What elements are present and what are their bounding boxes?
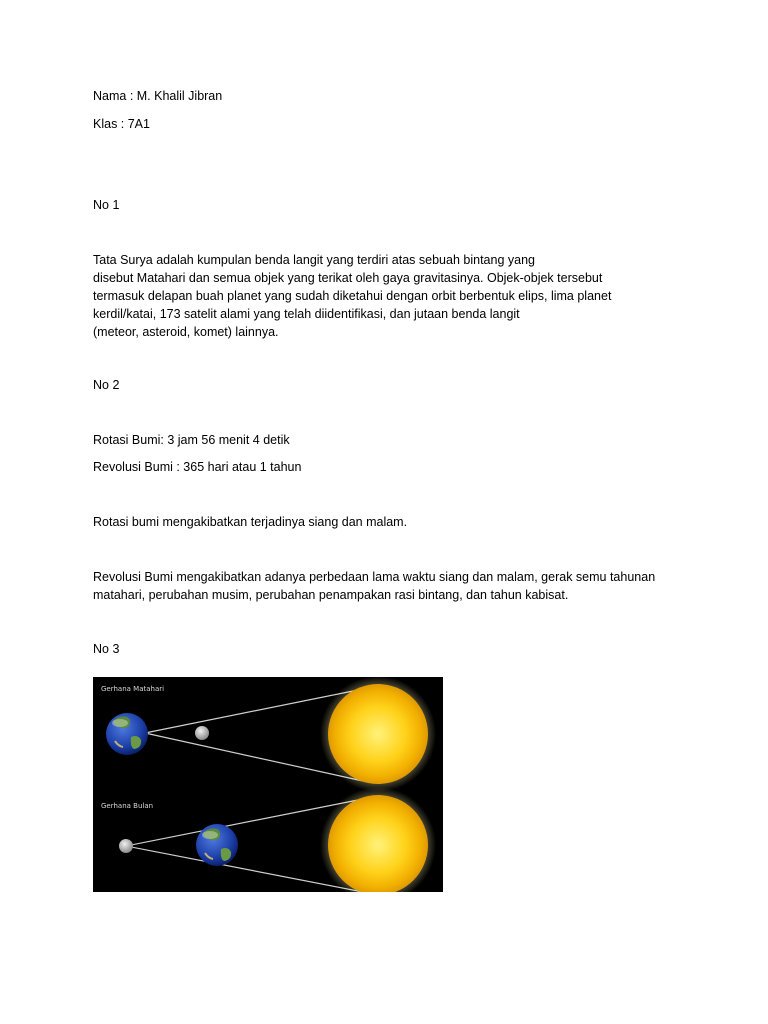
question-3-heading: No 3 bbox=[93, 642, 120, 656]
question-1-answer bbox=[93, 251, 693, 341]
sun-top bbox=[328, 684, 428, 784]
earth-top bbox=[106, 713, 148, 755]
rotation-effect: Rotasi bumi mengakibatkan terjadinya siang dan malam. bbox=[93, 515, 408, 529]
student-class: Klas : 7A1 bbox=[93, 117, 150, 131]
eclipse-diagram bbox=[93, 677, 443, 892]
answer-line: (meteor, asteroid, komet) lainnya. bbox=[93, 325, 279, 339]
lunar-eclipse-label: Gerhana Bulan bbox=[101, 802, 154, 810]
answer-line: disebut Matahari dan semua objek yang terikat oleh gaya gravitasinya. Objek-objek tersebut bbox=[93, 271, 603, 285]
rotation-period: Rotasi Bumi: 3 jam 56 menit 4 detik bbox=[93, 433, 290, 447]
answer-line: Revolusi Bumi mengakibatkan adanya perbedaan lama waktu siang dan malam, gerak semu tahunan bbox=[93, 570, 656, 584]
sun-bottom bbox=[328, 795, 428, 892]
answer-line: termasuk delapan buah planet yang sudah diketahui dengan orbit berbentuk elips, lima planet bbox=[93, 289, 612, 303]
student-name: Nama : M. Khalil Jibran bbox=[93, 89, 223, 103]
revolution-effect bbox=[93, 568, 693, 604]
answer-line: matahari, perubahan musim, perubahan penampakan rasi bintang, dan tahun kabisat. bbox=[93, 588, 569, 602]
question-1-heading: No 1 bbox=[93, 198, 120, 212]
moon-bottom bbox=[119, 839, 133, 853]
revolution-period: Revolusi Bumi : 365 hari atau 1 tahun bbox=[93, 460, 302, 474]
solar-eclipse-label: Gerhana Matahari bbox=[101, 685, 165, 693]
answer-line: kerdil/katai, 173 satelit alami yang telah diidentifikasi, dan jutaan benda langit bbox=[93, 307, 520, 321]
earth-bottom bbox=[196, 824, 238, 866]
moon-top bbox=[195, 726, 209, 740]
eclipse-illustration bbox=[93, 677, 443, 892]
answer-line: Tata Surya adalah kumpulan benda langit yang terdiri atas sebuah bintang yang bbox=[93, 253, 535, 267]
question-2-heading: No 2 bbox=[93, 378, 120, 392]
